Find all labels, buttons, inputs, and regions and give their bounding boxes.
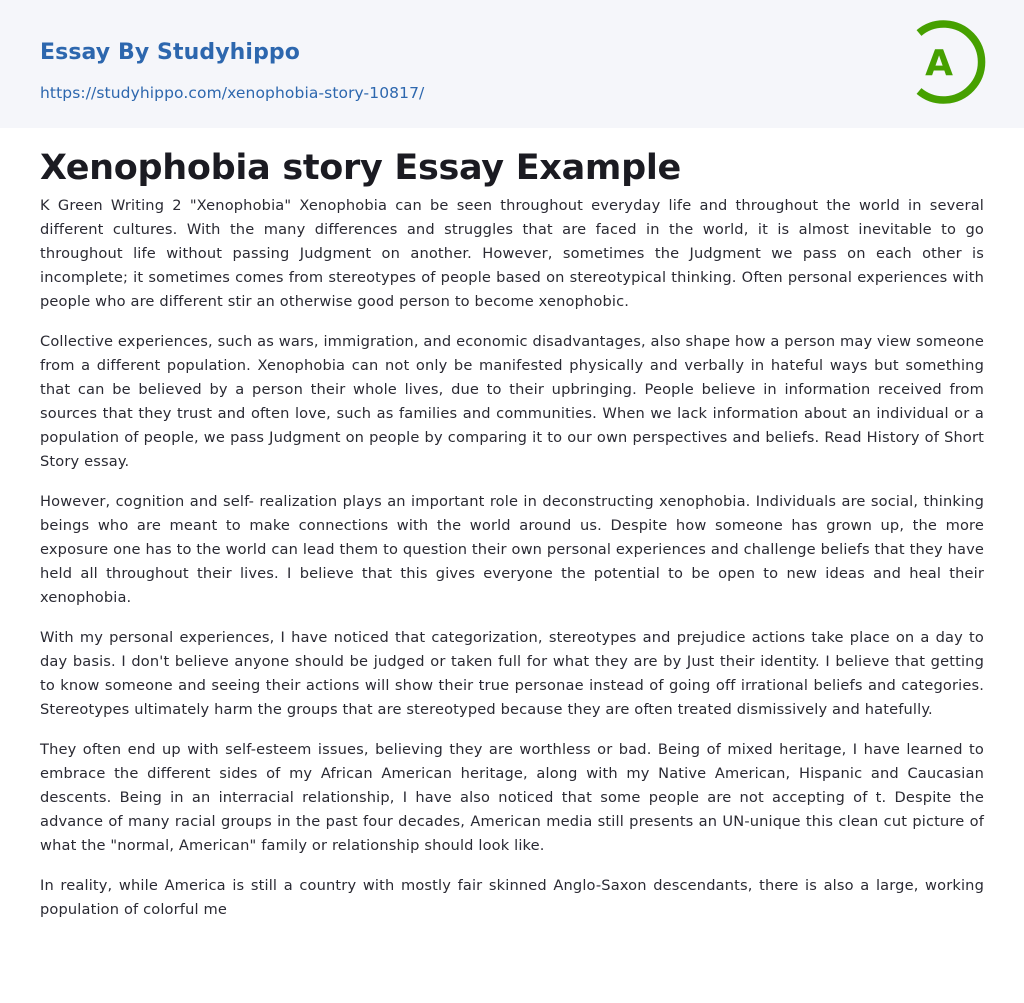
paragraph: However, cognition and self- realization plays an important role in deconstructing xenophobia. Individuals are social, thinking beings who are meant to make connections with the world around us. Despite how someone has grown up, the more exposure one has to the world can lead them to question their own personal experiences and challenge beliefs that they have held all throughout their lives. I believe that this gives everyone the potential to be open to new ideas and heal their xenophobia. <box>40 493 984 606</box>
paragraph: Collective experiences, such as wars, immigration, and economic disadvantages, also shape how a person may view someone from a different population. Xenophobia can not only be manifested physically and verbally in hateful ways but something that can be believed by a person their whole lives, due to their upbringing. People believe in information received from sources that they trust and often love, such as families and communities. When we lack information about an individual or a population of people, we pass Judgment on people by comparing it to our own perspectives and beliefs. Read History of Short Story essay. <box>40 333 984 470</box>
paragraph: With my personal experiences, I have noticed that categorization, stereotypes and prejudice actions take place on a day to day basis. I don't believe anyone should be judged or taken full for what they are by Just their identity. I believe that getting to know someone and seeing their actions will show their true personae instead of going off irrational beliefs and categories. Stereotypes ultimately harm the groups that are stereotyped because they are often treated dismissively and hatefully. <box>40 629 984 718</box>
page-url-link[interactable]: https://studyhippo.com/xenophobia-story-10817/ <box>40 84 425 102</box>
page-title: Xenophobia story Essay Example <box>40 148 681 188</box>
article-body <box>40 194 984 938</box>
svg-text:A: A <box>925 43 953 84</box>
paragraph: In reality, while America is still a country with mostly fair skinned Anglo-Saxon descendants, there is also a large, working population of colorful me <box>40 877 984 918</box>
paragraph: They often end up with self-esteem issues, believing they are worthless or bad. Being of mixed heritage, I have learned to embrace the different sides of my African American heritage, along with my Native American, Hispanic and Caucasian descents. Being in an interracial relationship, I have also noticed that some people are not accepting of t. Despite the advance of many racial groups in the past four decades, American media still presents an UN-unique this clean cut picture of what the "normal, American" family or relationship should look like. <box>40 741 984 854</box>
paragraph: K Green Writing 2 "Xenophobia" Xenophobia can be seen throughout everyday life and throughout the world in several different cultures. With the many differences and struggles that are faced in the world, it is almost inevitable to go throughout life without passing Judgment on another. However, sometimes the Judgment we pass on each other is incomplete; it sometimes comes from stereotypes of people based on stereotypical thinking. Often personal experiences with people who are different stir an otherwise good person to become xenophobic. <box>40 197 984 310</box>
brand-name: Essay By Studyhippo <box>40 40 300 65</box>
studyhippo-logo-icon[interactable] <box>903 17 993 107</box>
